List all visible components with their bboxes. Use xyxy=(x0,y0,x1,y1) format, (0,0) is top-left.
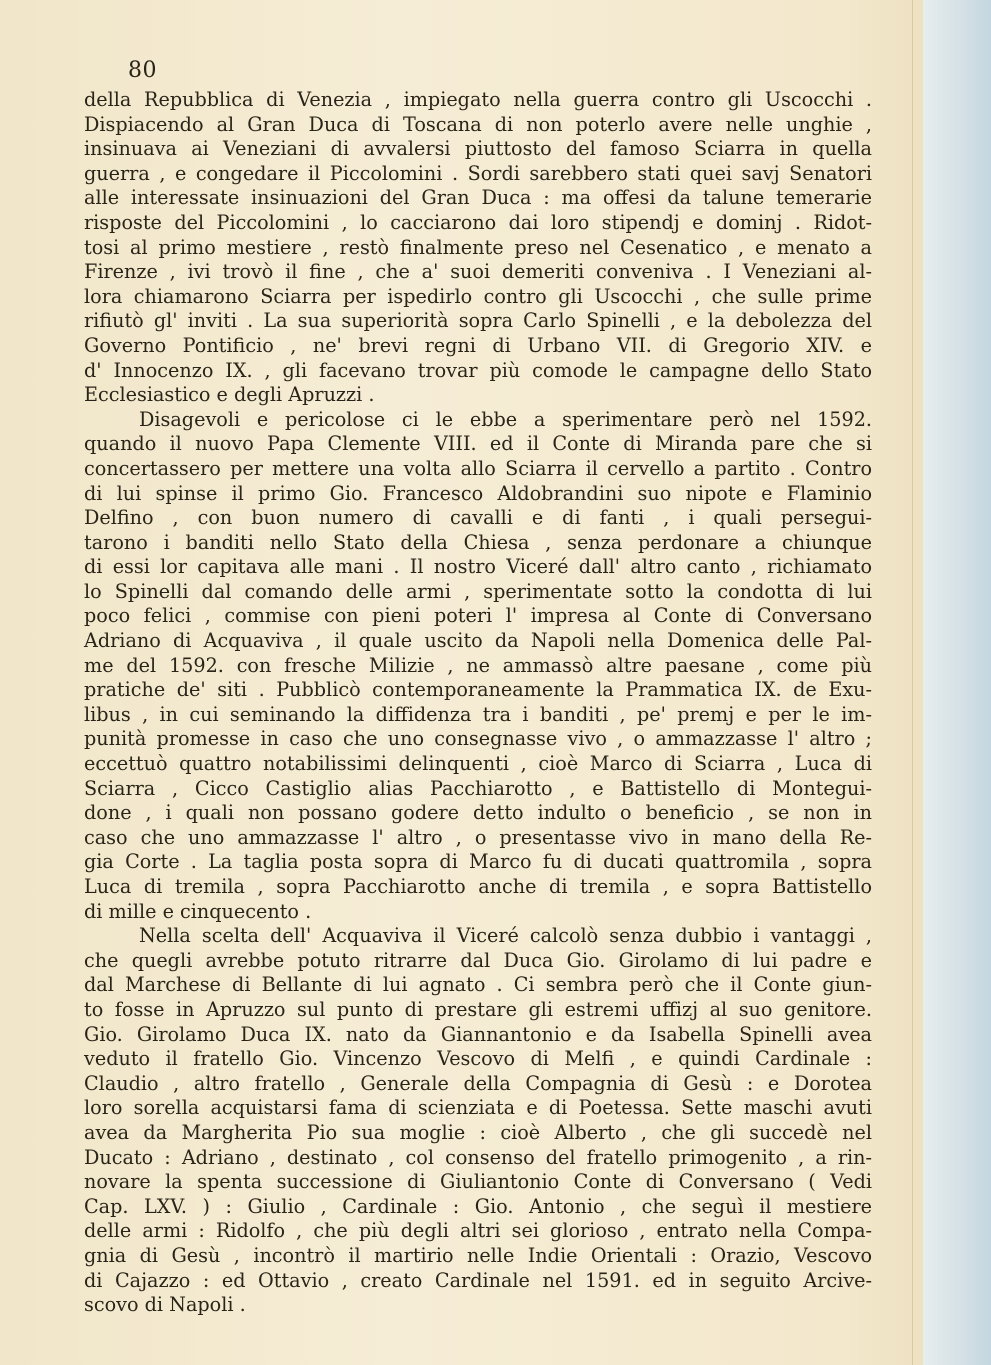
text-line: Claudio , altro fratello , Generale della Compagnia di Gesù : e Dorotea xyxy=(84,1071,872,1095)
page-number: 80 xyxy=(128,58,157,83)
text-line: Adriano di Acquaviva , il quale uscito da Napoli nella Domenica delle Pal- xyxy=(84,629,872,653)
text-line: Ducato : Adriano , destinato , col consenso del fratello primogenito , a rin- xyxy=(84,1145,872,1169)
text-line: Disagevoli e pericolose ci le ebbe a sperimentare però nel 1592. xyxy=(139,407,872,431)
text-line: gia Corte . La taglia posta sopra di Marco fu di ducati quattromila , sopra xyxy=(84,850,872,874)
text-line: tarono i banditi nello Stato della Chiesa , senza perdonare a chiunque xyxy=(84,530,872,554)
text-line: dal Marchese di Bellante di lui agnato . Ci sembra però che il Conte giun- xyxy=(84,973,872,997)
text-line: d' Innocenzo IX. , gli facevano trovar più comode le campagne dello Stato xyxy=(84,358,872,382)
text-line: delle armi : Ridolfo , che più degli altri sei glorioso , entrato nella Compa- xyxy=(84,1219,872,1243)
text-line: Sciarra , Cicco Castiglio alias Pacchiarotto , e Battistello di Montegui- xyxy=(84,776,872,800)
text-line: novare la spenta successione di Giuliantonio Conte di Conversano ( Vedi xyxy=(84,1170,872,1194)
page-edge xyxy=(912,0,991,1365)
text-line: di Cajazzo : ed Ottavio , creato Cardinale nel 1591. ed in seguito Arcive- xyxy=(84,1268,872,1292)
text-line: me del 1592. con fresche Milizie , ne ammassò altre paesane , come più xyxy=(84,653,872,677)
text-line: della Repubblica di Venezia , impiegato nella guerra contro gli Uscocchi . xyxy=(84,88,872,111)
text-line: punità promesse in caso che uno consegnasse vivo , o ammazzasse l' altro ; xyxy=(84,727,872,751)
text-line: Ecclesiastico e degli Apruzzi . xyxy=(84,383,375,407)
text-line: Governo Pontificio , ne' brevi regni di Urbano VII. di Gregorio XIV. e xyxy=(84,333,872,357)
text-line: loro sorella acquistarsi fama di scienziata e di Poetessa. Sette maschi avuti xyxy=(84,1096,872,1120)
text-line: quando il nuovo Papa Clemente VIII. ed il Conte di Miranda pare che si xyxy=(84,432,872,456)
text-line: lo Spinelli dal comando delle armi , sperimentate sotto la condotta di lui xyxy=(84,579,872,603)
text-line: poco felici , commise con pieni poteri l' impresa al Conte di Conversano xyxy=(84,604,872,628)
text-line: scovo di Napoli . xyxy=(84,1293,246,1317)
text-line: caso che uno ammazzasse l' altro , o presentasse vivo in mano della Re- xyxy=(84,825,872,849)
text-line: di lui spinse il primo Gio. Francesco Aldobrandini suo nipote e Flaminio xyxy=(84,481,872,505)
text-line: di essi lor capitava alle mani . Il nostro Viceré dall' altro canto , richiamato xyxy=(84,555,872,579)
text-line: libus , in cui seminando la diffidenza tra i banditi , pe' premj e per le im- xyxy=(84,702,872,726)
text-line: guerra , e congedare il Piccolomini . Sordi sarebbero stati quei savj Senatori xyxy=(84,161,872,185)
text-line: to fosse in Apruzzo sul punto di prestare gli estremi uffizj al suo genitore. xyxy=(84,997,872,1021)
text-line: concertassero per mettere una volta allo Sciarra il cervello a partito . Contro xyxy=(84,456,872,480)
backing-sheet xyxy=(923,0,991,1365)
text-line: che quegli avrebbe potuto ritrarre dal Duca Gio. Girolamo di lui padre e xyxy=(84,948,872,972)
text-line: veduto il fratello Gio. Vincenzo Vescovo di Melfi , e quindi Cardinale : xyxy=(84,1047,872,1071)
text-line: Firenze , ivi trovò il fine , che a' suoi demeriti conveniva . I Veneziani al- xyxy=(84,260,872,284)
text-line: Cap. LXV. ) : Giulio , Cardinale : Gio. Antonio , che seguì il mestiere xyxy=(84,1194,872,1218)
text-line: di mille e cinquecento . xyxy=(84,899,312,923)
text-line: Dispiacendo al Gran Duca di Toscana di non poterlo avere nelle unghie , xyxy=(84,112,872,136)
text-line: eccettuò quattro notabilissimi delinquenti , cioè Marco di Sciarra , Luca di xyxy=(84,752,872,776)
text-line: avea da Margherita Pio sua moglie : cioè Alberto , che gli succedè nel xyxy=(84,1120,872,1144)
text-line: alle interessate insinuazioni del Gran Duca : ma offesi da talune temerarie xyxy=(84,186,872,210)
text-line: Nella scelta dell' Acquaviva il Viceré calcolò senza dubbio i vantaggi , xyxy=(139,924,872,948)
text-line: lora chiamarono Sciarra per ispedirlo contro gli Uscocchi , che sulle prime xyxy=(84,284,872,308)
text-line: insinuava ai Veneziani di avvalersi piuttosto del famoso Sciarra in quella xyxy=(84,137,872,161)
text-line: risposte del Piccolomini , lo cacciarono dai loro stipendj e dominj . Ridot- xyxy=(84,210,872,234)
text-line: Luca di tremila , sopra Pacchiarotto anche di tremila , e sopra Battistello xyxy=(84,875,872,898)
text-line: gnia di Gesù , incontrò il martirio nelle Indie Orientali : Orazio, Vescovo xyxy=(84,1243,872,1267)
text-line: done , i quali non possano godere detto indulto o beneficio , se non in xyxy=(84,801,872,825)
text-line: tosi al primo mestiere , restò finalmente preso nel Cesenatico , e menato a xyxy=(84,235,872,259)
text-line: rifiutò gl' inviti . La sua superiorità sopra Carlo Spinelli , e la debolezza del xyxy=(84,309,872,333)
text-line: Delfino , con buon numero di cavalli e di fanti , i quali persegui- xyxy=(84,506,872,530)
body-text xyxy=(84,88,872,1318)
text-line: pratiche de' siti . Pubblicò contemporaneamente la Prammatica IX. de Exu- xyxy=(84,678,872,702)
text-line: Gio. Girolamo Duca IX. nato da Giannantonio e da Isabella Spinelli avea xyxy=(84,1022,872,1046)
